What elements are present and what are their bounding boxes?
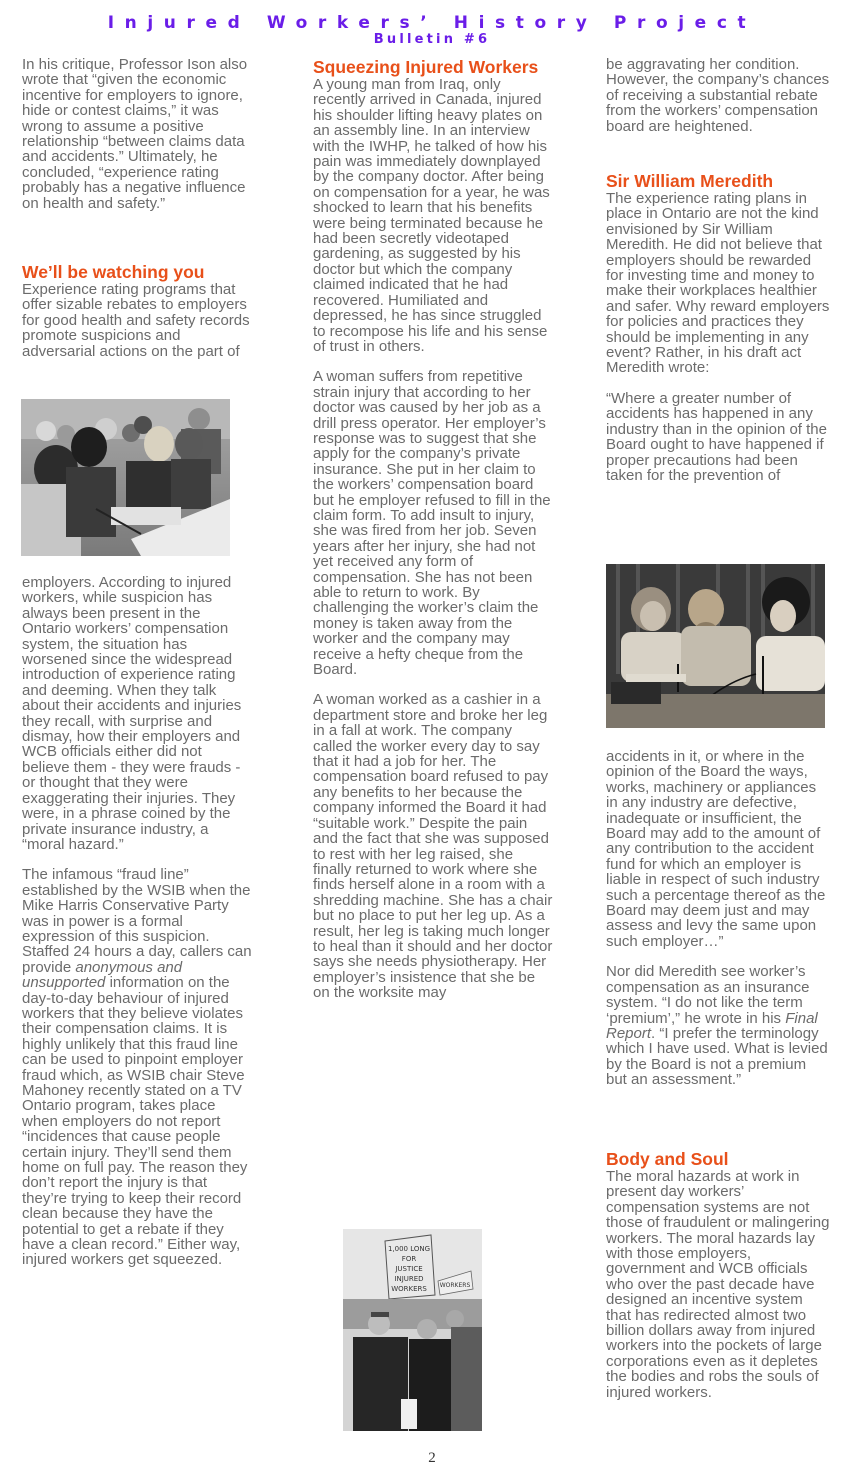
meredith-paragraph-1: The experience rating plans in place in Ontario are not the kind envisioned by Sir William Meredith. He did not believe that employers should be rewarded for investing time and money to make their workplaces healthier and safer. Why reward employers for policies and practices they should be implementing in any event? Rather, in his draft act Meredith wrote: (606, 190, 830, 377)
ison-critique-paragraph: In his critique, Professor Ison also wrote that “given the economic incentive for employers to ignore, hide or contest claims,” it was wrong to assume a positive relationship “between claims data and accidents.” Ultimately, he concluded, “experience rating probably has a negative influence on health and safety.” (22, 56, 248, 212)
section-heading-squeezing: Squeezing Injured Workers (313, 57, 539, 77)
svg-text:WORKERS: WORKERS (391, 1285, 427, 1293)
svg-text:1,000 LONG: 1,000 LONG (387, 1245, 431, 1253)
section-heading-meredith: Sir William Meredith (606, 171, 774, 191)
photo-panel-speakers (606, 564, 825, 728)
svg-text:INJURED: INJURED (394, 1275, 424, 1283)
page-number: 2 (428, 1450, 436, 1466)
final-report-title: Final Report (606, 1009, 818, 1042)
body-soul-paragraph: The moral hazards at work in present day workers’ compensation systems are not those of fraudulent or malingering workers. The moral hazards lay with those employers, government and WCB officials who over the past decade have designed an incentive system that has redirected almost two billion dollars away from injured workers into the pockets of large corporations even as it depletes the bodies and robs the souls of injured workers. (606, 1168, 830, 1401)
watching-section (22, 262, 252, 359)
cashier-paragraph-continued: be aggravating her condition. However, the company’s chances of receiving a substantial rebate from the workers’ compensation board are heightened. (606, 56, 830, 135)
final-report-text-b: . “I prefer the terminology which I have used. What is levied by the Board is not a premium but an assessment.” (606, 1024, 828, 1089)
bulletin-number: Bulletin #6 (373, 32, 491, 47)
watching-paragraph-1: Experience rating programs that offer sizable rebates to employers for good health and safety records promote suspicions and adversarial actions on the part of (22, 281, 250, 360)
newsletter-title: Injured Workers’ History Project (107, 13, 757, 33)
drill-press-paragraph: A woman suffers from repetitive strain injury that according to her doctor was caused by her job as a drill press operator. Her employer’s response was to suggest that she apply for the company’s private insurance. She put in her claim to the workers’ compensation board but he employer refused to fill in the claim form. To add insult to injury, she was fired from her job. Seven years after her injury, she had not yet received any form of compensation. She has not been able to return to work. By challenging the worker’s claim the money is taken away from the worker and the company may receive a hefty cheque from the Board. (313, 368, 551, 679)
panel-speakers-image (606, 564, 825, 728)
svg-text:FOR: FOR (401, 1255, 417, 1263)
protest-march-image (343, 1229, 482, 1431)
masthead (0, 13, 864, 47)
hearing-room-image (21, 399, 230, 556)
fraud-line-emphasis: anonymous and unsupported (22, 958, 183, 992)
iraq-worker-paragraph: A young man from Iraq, only recently arrived in Canada, injured his shoulder lifting heavy plates on an assembly line. In an interview with the IWHP, he talked of how his pain was immediately downplayed by the company doctor. After being on compensation for a year, he was shocked to learn that his benefits were being terminated because he had been secretly videotaped gardening, as suggested by his doctor but which the company claimed indicated that he had recovered. Humiliated and depressed, he has since struggled to recompose his life and his sense of trust in others. (313, 76, 550, 355)
section-heading-watching: We’ll be watching you (22, 262, 205, 282)
meredith-section (606, 171, 831, 483)
left-intro-block (22, 57, 252, 211)
fraud-line-paragraph (22, 867, 252, 1268)
svg-text:WORKERS: WORKERS (439, 1282, 471, 1289)
photo-protest-march (343, 1229, 482, 1431)
final-report-text-a: Nor did Meredith see worker’s compensation as an insurance system. “I do not like the term ‘premium’,” he wrote in his (606, 963, 810, 1027)
squeezing-section (313, 57, 553, 1001)
fraud-line-text-a: The infamous “fraud line” established by the WSIB when the Mike Harris Conservative Party was in power is a formal expression of this suspicion. Staffed 24 hours a day, callers can provide (22, 866, 252, 976)
fraud-line-text-b: information on the day-to-day behaviour of injured workers that they believe violates their compensation claims. It is highly unlikely that this fraud line can be used to pinpoint employer fraud which, as WSIB chair Steve Mahoney recently stated on a TV Ontario program, takes place when employers do not report “incidences that cause people certain injury. They’ll send them home on full pay. The reason they don’t report the injury is that they’re trying to keep their record clean because they have the potential to get a rebate if they have a clean record.” Either way, injured workers get squeezed. (22, 974, 248, 1269)
watching-paragraph-1-continued: employers. According to injured workers, while suspicion has always been present in the Ontario workers’ compensation system, the situation has worsened since the widespread introduction of experience rating and deeming. When they talk about their accidents and injuries they recall, with surprise and dismay, how their employers and WCB officials either did not believe them - they were frauds - or thought that they were exaggerating their injuries. They were, in a phrase coined by the private insurance industry, a “moral hazard.” (22, 574, 242, 853)
photo-hearing-room (21, 399, 230, 556)
meredith-continued (606, 749, 831, 1088)
watching-continued (22, 575, 252, 1268)
right-top-block (606, 57, 831, 134)
final-report-paragraph (606, 964, 831, 1087)
svg-text:JUSTICE: JUSTICE (395, 1265, 423, 1273)
body-soul-section (606, 1149, 831, 1400)
section-heading-body-soul: Body and Soul (606, 1149, 729, 1169)
cashier-paragraph: A woman worked as a cashier in a department store and broke her leg in a fall at work. The company called the worker every day to say that it had a job for her. The compensation board refused to pay any benefits to her because the company informed the Board it had “suitable work.” Despite the pain and the fact that she was supposed to rest with her leg raised, she finally returned to work where she finds herself alone in a room with a shredding machine. She has a chair but no place to put her leg up. As a result, her leg is taking much longer to heal than it should and her doctor says she needs physiotherapy. Her employer’s insistence that she be on the worksite may (313, 691, 553, 1002)
meredith-quote: “Where a greater number of accidents has happened in any industry than in the opinion of the Board ought to have happened if proper precautions had been taken for the prevention of (606, 389, 827, 484)
meredith-quote-continued: accidents in it, or where in the opinion of the Board the ways, works, machinery or appliances in any industry are defective, inadequate or insufficient, the Board may add to the amount of any contribution to the accident fund for which an employer is liable in respect of such industry such a percentage thereof as the Board may deem just and may assess and levy the same upon such employer…” (606, 748, 826, 950)
